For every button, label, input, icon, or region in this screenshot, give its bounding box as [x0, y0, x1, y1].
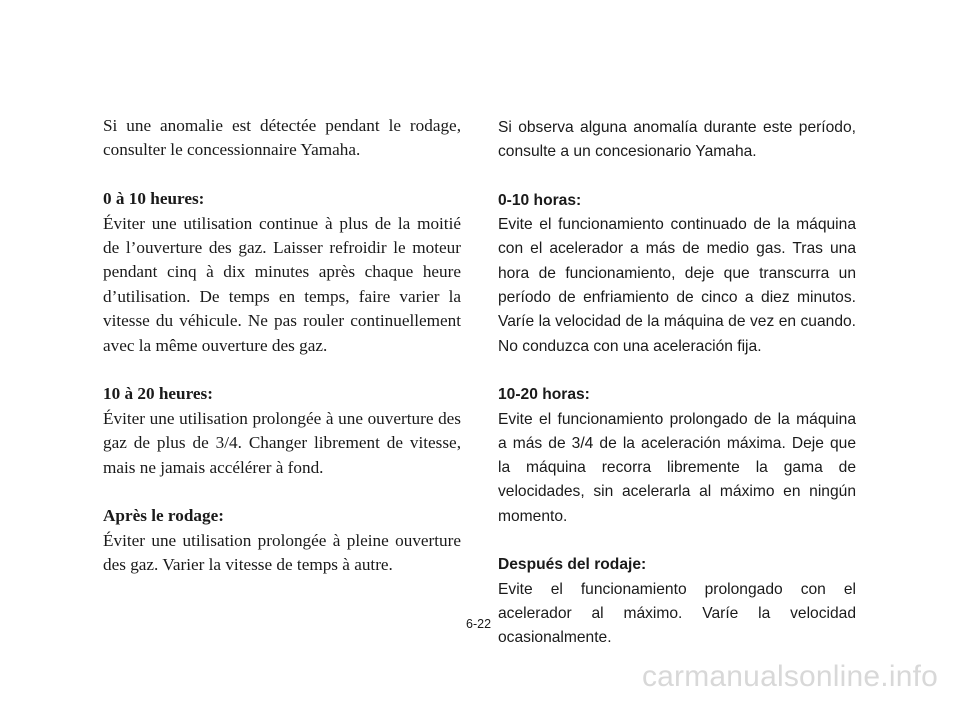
- spanish-column: [498, 116, 856, 651]
- spanish-heading-10-20: 10-20 horas:: [498, 386, 590, 404]
- french-heading-0-10: 0 à 10 heures:: [103, 189, 205, 209]
- spanish-body-0-10: Evite el funcionamiento continuado de la máquina con el acelerador a más de medio gas. Tras una hora de funcionamiento, deje que transcurra un período de enfriamiento de cinco a diez minutos. Varíe la velocidad de la máquina de vez en cuando. No conduzca con una aceleración fija.: [498, 216, 856, 355]
- spanish-heading-0-10: 0-10 horas:: [498, 191, 582, 209]
- spanish-heading-after: Después del rodaje:: [498, 556, 647, 574]
- spanish-body-after: Evite el funcionamiento prolongado con el acelerador al máximo. Varíe la velocidad ocasionalmente.: [498, 580, 856, 647]
- french-heading-after: Après le rodage:: [103, 506, 224, 526]
- french-body-0-10: Éviter une utilisation continue à plus de la moitié de l’ouverture des gaz. Laisser refroidir le moteur pendant cinq à dix minutes après chaque heure d’utilisation. De temps en temps, faire varier la vitesse du véhicule. Ne pas rouler continuellement avec la même ouverture des gaz.: [103, 213, 461, 355]
- french-heading-10-20: 10 à 20 heures:: [103, 384, 213, 404]
- watermark: carmanualsonline.info: [641, 660, 938, 693]
- french-body-after: Éviter une utilisation prolongée à pleine ouverture des gaz. Varier la vitesse de temps à autre.: [103, 530, 461, 575]
- french-intro: Si une anomalie est détectée pendant le rodage, consulter le concessionnaire Yamaha.: [103, 116, 461, 160]
- french-column: [103, 114, 461, 578]
- french-body-10-20: Éviter une utilisation prolongée à une ouverture des gaz de plus de 3/4. Changer librement de vitesse, mais ne jamais accélérer à fond.: [103, 408, 461, 477]
- page-number: 6-22: [466, 617, 492, 631]
- spanish-intro: Si observa alguna anomalía durante este período, consulte a un concesionario Yamaha.: [498, 119, 856, 161]
- spanish-body-10-20: Evite el funcionamiento prolongado de la máquina a más de 3/4 de la aceleración máxima. Deje que la máquina recorra libremente la gama de velocidades, sin acelerarla al máximo en ningún momento.: [498, 410, 856, 525]
